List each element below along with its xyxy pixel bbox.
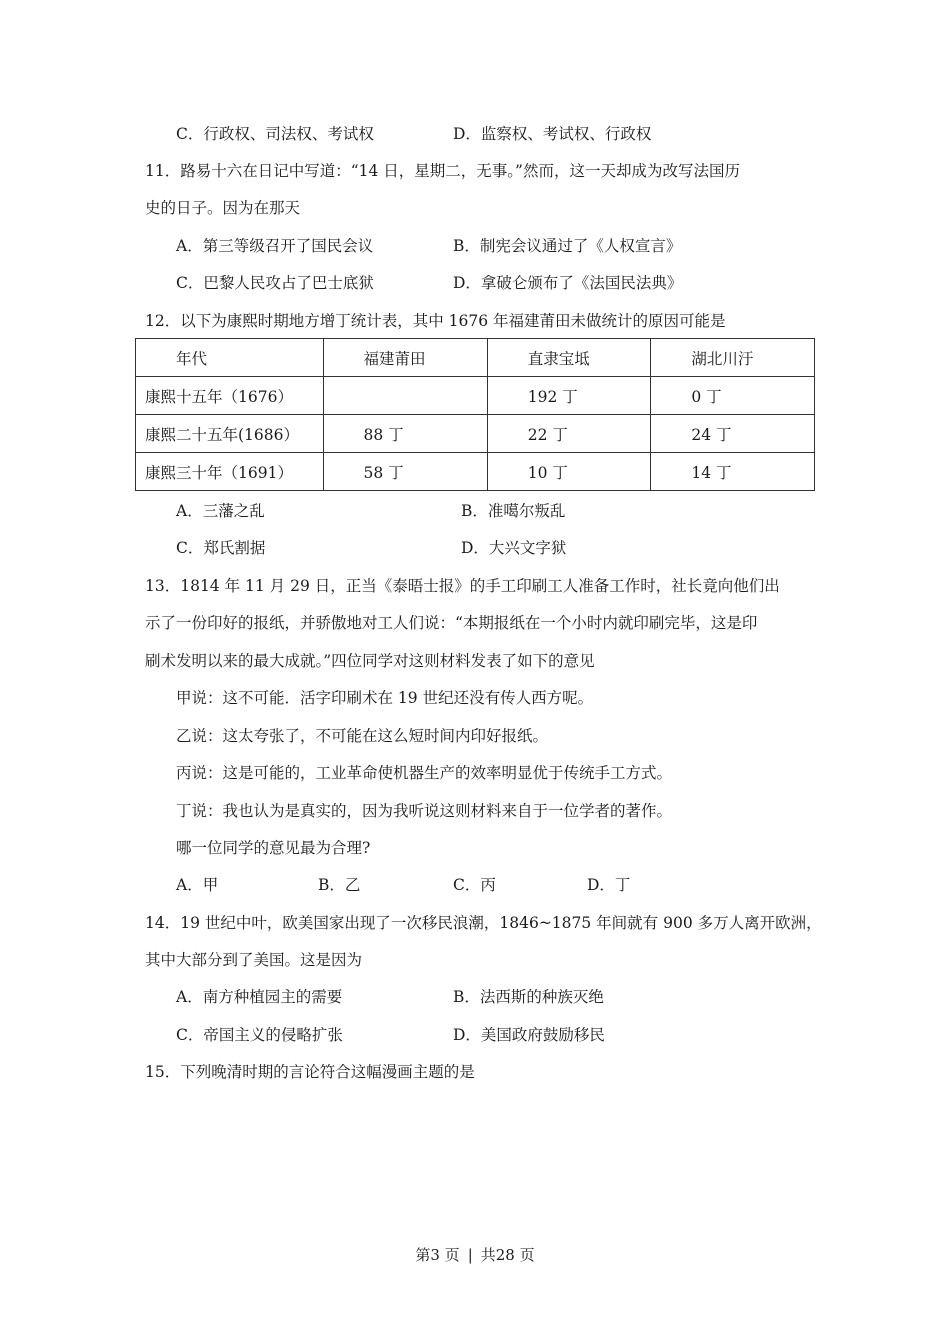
q14-stem-line1: 14．19 世纪中叶，欧美国家出现了一次移民浪潮，1846~1875 年间就有 900 多万人离开欧洲， (145, 914, 822, 932)
table-cell: 0 丁 (651, 377, 815, 415)
q13-option-a: A．甲 (176, 876, 219, 894)
q14-option-a: A．南方种植园主的需要 (176, 988, 343, 1006)
q14-option-d: D．美国政府鼓励移民 (453, 1026, 605, 1044)
q12-stem: 12．以下为康熙时期地方增丁统计表，其中 1676 年福建莆田未做统计的原因可能是 (145, 312, 726, 330)
table-cell: 康熙三十年（1691） (136, 453, 324, 491)
q11-stem-line2: 史的日子。因为在那天 (145, 199, 301, 217)
q10-option-c: C．行政权、司法权、考试权 (176, 125, 374, 143)
q13-option-b: B．乙 (318, 876, 361, 894)
table-cell: 88 丁 (323, 415, 487, 453)
q13-question: 哪一位同学的意见最为合理? (176, 839, 371, 857)
table-cell: 58 丁 (323, 453, 487, 491)
q13-opinion-jia: 甲说：这不可能．活字印刷术在 19 世纪还没有传人西方呢。 (176, 689, 594, 707)
page-footer (0, 1244, 950, 1266)
table-cell: 14 丁 (651, 453, 815, 491)
table-cell: 24 丁 (651, 415, 815, 453)
table-row (136, 415, 815, 453)
q12-option-b: B．准噶尔叛乱 (461, 502, 566, 520)
table-header-cell: 年代 (136, 339, 324, 377)
table-cell: 10 丁 (487, 453, 651, 491)
q12-statistics-table (135, 338, 815, 491)
q12-option-d: D．大兴文字狱 (461, 539, 567, 557)
table-cell: 22 丁 (487, 415, 651, 453)
q13-opinion-bing: 丙说：这是可能的，工业革命使机器生产的效率明显优于传统手工方式。 (176, 764, 673, 782)
q15-stem: 15．下列晚清时期的言论符合这幅漫画主题的是 (145, 1063, 475, 1081)
footer-separator: | (467, 1246, 473, 1264)
q14-option-c: C．帝国主义的侵略扩张 (176, 1026, 343, 1044)
q13-stem-line3: 刷术发明以来的最大成就。”四位同学对这则材料发表了如下的意见 (145, 652, 595, 670)
q13-stem-line1: 13．1814 年 11 月 29 日，正当《泰晤士报》的手工印刷工人准备工作时，社长竟向他们出 (145, 577, 780, 595)
table-cell: 康熙二十五年(1686） (136, 415, 324, 453)
table-cell: 192 丁 (487, 377, 651, 415)
q13-option-d: D．丁 (587, 876, 631, 894)
q14-stem-line2: 其中大部分到了美国。这是因为 (145, 951, 363, 969)
q11-stem-line1: 11．路易十六在日记中写道：“14 日，星期二，无事。”然而，这一天却成为改写法国历 (145, 162, 740, 180)
q13-option-c: C．丙 (453, 876, 496, 894)
q11-option-b: B．制宪会议通过了《人权宣言》 (453, 237, 682, 255)
table-row (136, 453, 815, 491)
q13-opinion-ding: 丁说：我也认为是真实的，因为我听说这则材料来自于一位学者的著作。 (176, 802, 673, 820)
table-cell: 康熙十五年（1676） (136, 377, 324, 415)
q11-option-d: D．拿破仑颁布了《法国民法典》 (453, 274, 683, 292)
table-cell (323, 377, 487, 415)
q13-stem-line2: 示了一份印好的报纸，并骄傲地对工人们说：“本期报纸在一个小时内就印刷完毕，这是印 (145, 614, 758, 632)
table-header-cell: 直隶宝坻 (487, 339, 651, 377)
q14-option-b: B．法西斯的种族灭绝 (453, 988, 604, 1006)
q12-option-c: C．郑氏割据 (176, 539, 266, 557)
q12-option-a: A．三藩之乱 (176, 502, 265, 520)
table-header-cell: 湖北川汙 (651, 339, 815, 377)
q11-option-a: A．第三等级召开了国民会议 (176, 237, 374, 255)
q11-option-c: C．巴黎人民攻占了巴士底狱 (176, 274, 374, 292)
q13-opinion-yi: 乙说：这太夸张了，不可能在这么短时间内印好报纸。 (176, 727, 549, 745)
q10-option-d: D．监察权、考试权、行政权 (453, 125, 652, 143)
table-header-row (136, 339, 815, 377)
page-number: 第3 页 (415, 1246, 460, 1264)
page-total: 共28 页 (480, 1246, 535, 1264)
table-header-cell: 福建莆田 (323, 339, 487, 377)
table-row (136, 377, 815, 415)
